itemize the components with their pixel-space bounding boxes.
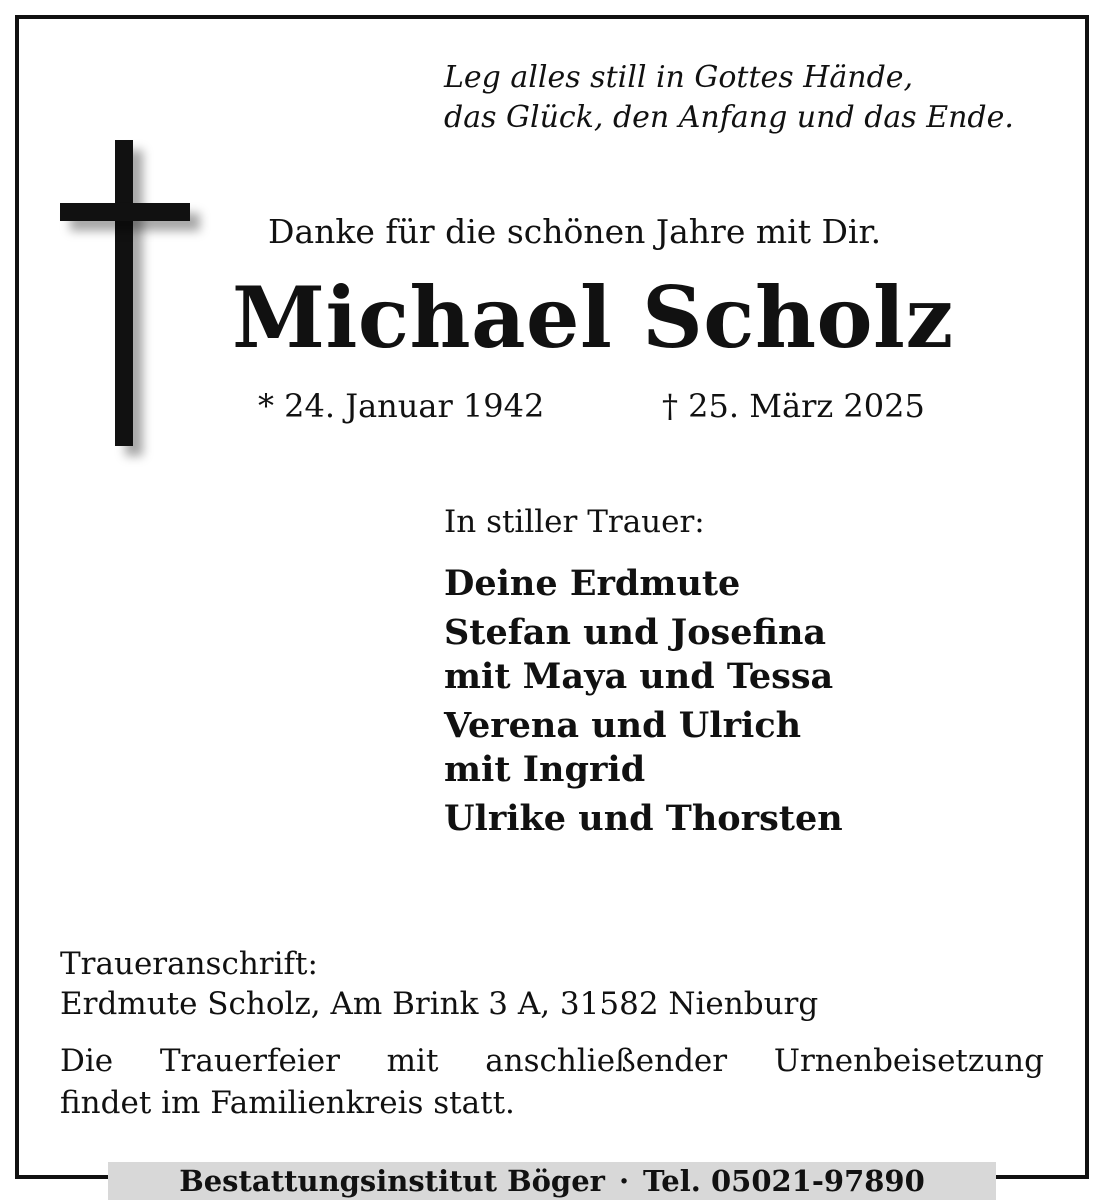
mourner-line: Verena und Ulrich [444,705,802,746]
ceremony-line-2: findet im Familienkreis statt. [60,1085,515,1121]
footer-separator: · [618,1164,630,1198]
cross-vertical-bar [115,140,133,446]
mourners-list [444,562,843,846]
mourner-entry [444,704,843,792]
mourner-line: Deine Erdmute [444,563,741,604]
mourner-line: Stefan und Josefina [444,612,827,653]
mourner-line: mit Maya und Tessa [444,656,834,697]
quote-line-2: das Glück, den Anfang und das Ende. [444,100,1014,135]
ceremony-note [60,1040,1044,1124]
funeral-home-phone: Tel. 05021-97890 [643,1164,925,1198]
funeral-home-name: Bestattungsinstitut Böger [179,1164,605,1198]
quote-line-1: Leg alles still in Gottes Hände, [444,60,914,95]
bible-quote [444,58,1014,138]
mourner-entry [444,611,843,699]
mourner-entry [444,797,843,841]
mourning-address: Erdmute Scholz, Am Brink 3 A, 31582 Nienburg [60,986,819,1022]
thanks-line: Danke für die schönen Jahre mit Dir. [268,212,882,251]
cross-horizontal-bar [60,203,190,221]
deceased-name: Michael Scholz [232,268,954,367]
address-label: Traueranschrift: [60,946,318,982]
birth-date: * 24. Januar 1942 [258,387,545,425]
mourner-line: mit Ingrid [444,749,646,790]
mourning-intro: In stiller Trauer: [444,504,705,540]
mourner-entry [444,562,843,606]
mourner-line: Ulrike und Thorsten [444,798,843,839]
latin-cross-icon [60,140,190,446]
funeral-home-footer [108,1162,996,1200]
ceremony-line-1: Die Trauerfeier mit anschließender Urnenbeisetzung [60,1043,1044,1079]
death-date: † 25. März 2025 [662,387,925,425]
